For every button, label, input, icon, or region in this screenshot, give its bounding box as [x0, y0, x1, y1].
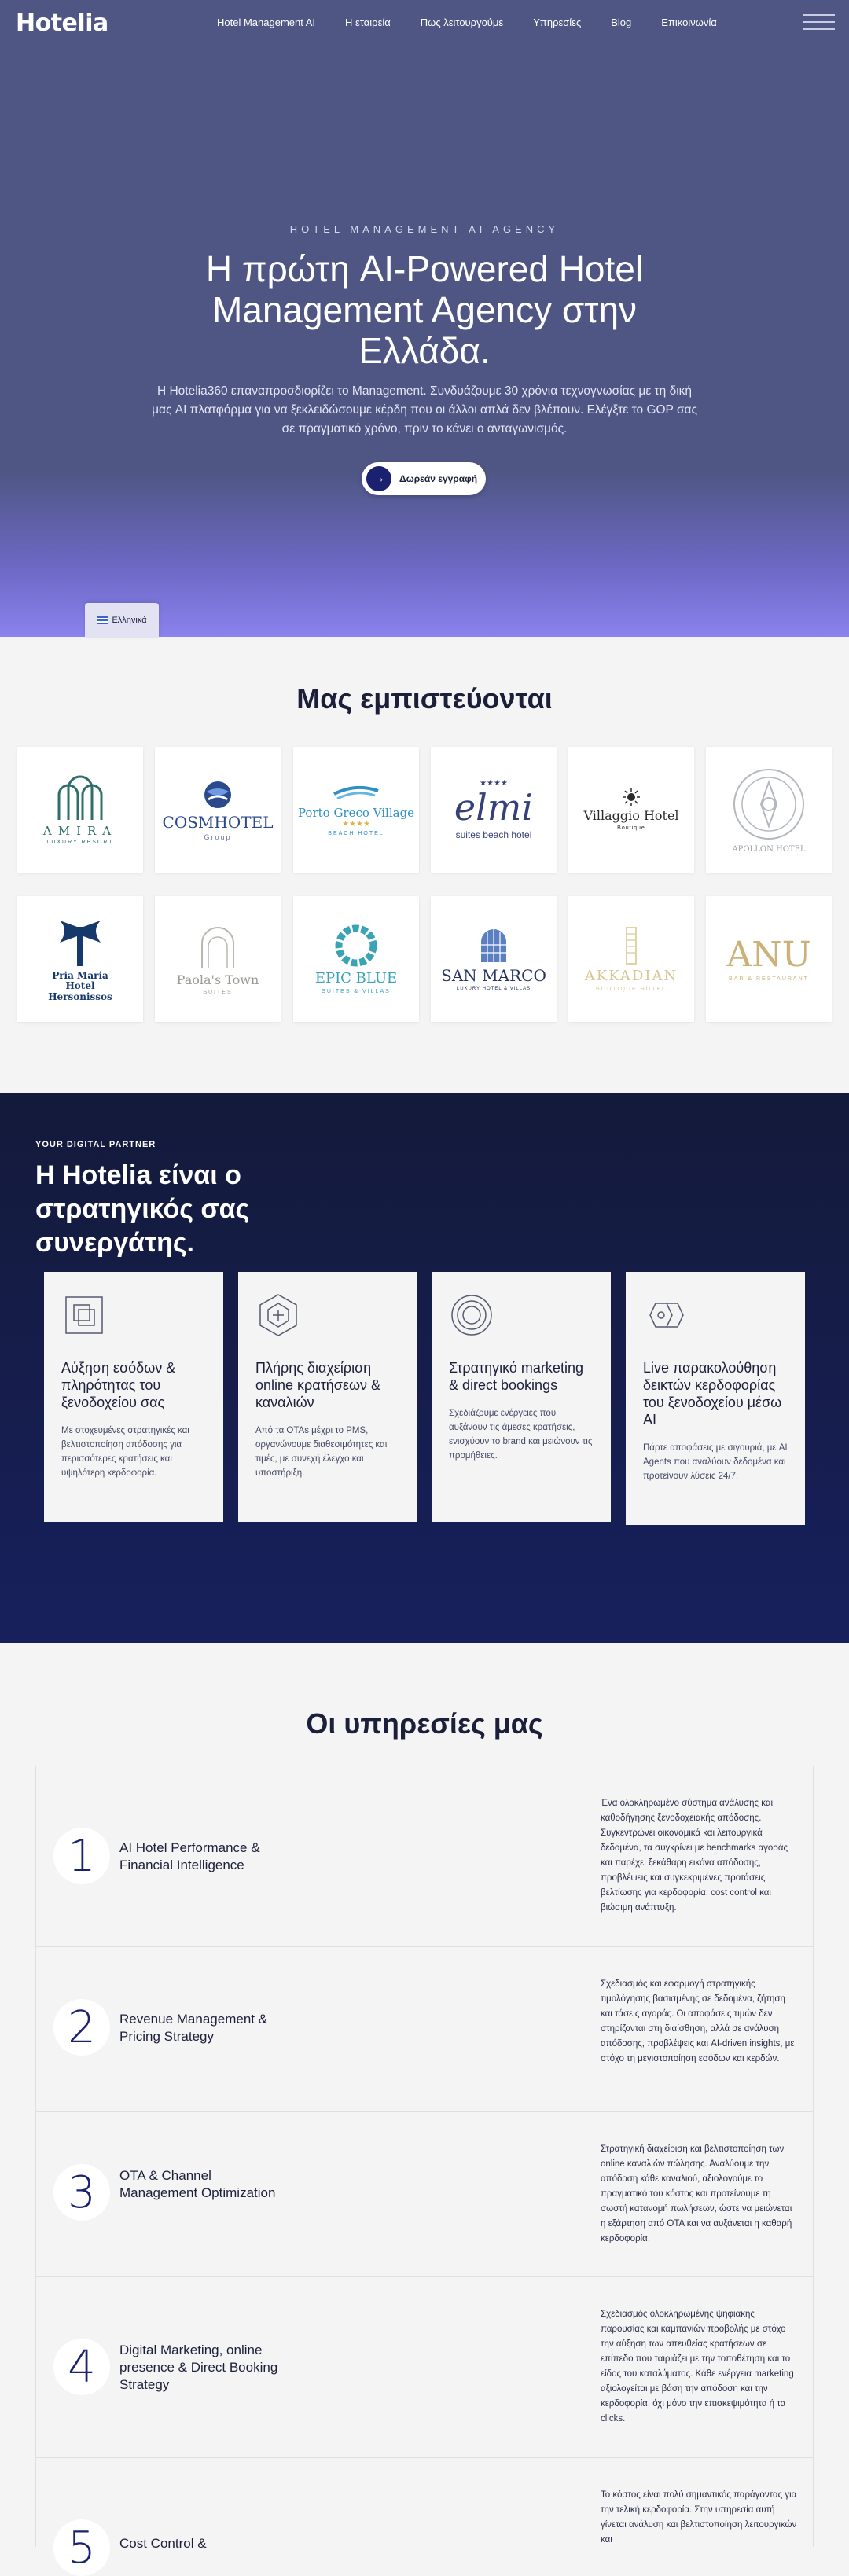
service-description: Στρατηγική διαχείριση και βελτιστοποίηση των online καναλιών πώλησης. Αναλύουμε την απόδοση κάθε καναλιού, αξιολογούμε το πραγματικό του κόστος και προτείνουμε τη σωστή κατανομή πωλήσεων, ώστε να μειώνεται η εξάρτηση από OTA και να αυξάνεται η καθαρή κερδοφορία. — [601, 2144, 792, 2243]
logo-name: ANU — [726, 934, 811, 975]
logo-name: Villaggio Hotel — [583, 808, 679, 824]
hero-title: Η πρώτη AI-Powered Hotel Management Agency στην Ελλάδα. — [205, 248, 644, 371]
language-switcher[interactable] — [85, 603, 159, 638]
service-row-ai-performance[interactable] — [35, 1766, 814, 1946]
hero-section — [0, 46, 849, 637]
logo-name: Paola's Town — [176, 972, 259, 988]
concentric-circles-icon — [449, 1292, 494, 1338]
service-description: Το κόστος είναι πολύ σημαντικός παράγοντας για την τελική κερδοφορία. Στην υπηρεσία αυτή γίνεται ανάλυση και βελτιστοποίηση λειτουργικών και — [601, 2490, 797, 2545]
service-row-digital-marketing[interactable] — [35, 2277, 814, 2457]
service-number: 5 — [53, 2519, 110, 2576]
service-name: OTA & Channel Management Optimization — [119, 2168, 276, 2200]
hero-subtitle: Η Hotelia360 επαναπροσδιορίζει το Management. Συνδυάζουμε 30 χρόνια τεχνογνωσίας με τη δική μας AI πλατφόρμα για να ξεκλειδώσουμε κέρδη που οι άλλοι απλά δεν βλέπουν. Ελέγξτε το GOP σας σε πραγματικό χρόνο, πριν το κάνει ο ανταγωνισμός. — [152, 384, 697, 435]
service-name: Cost Control & — [119, 2536, 207, 2551]
service-name: Digital Marketing, online presence & Direct Booking Strategy — [119, 2343, 278, 2392]
trust-title: Μας εμπιστεύονται — [296, 682, 553, 715]
service-row-revenue-management[interactable] — [35, 1946, 814, 2111]
client-logo-paolas-town — [155, 896, 281, 1022]
amira-arches-icon — [53, 774, 108, 821]
cosmhotel-globe-icon — [202, 779, 233, 810]
feature-text: Με στοχευμένες στρατηγικές και βελτιστοποίηση απόδοσης για περισσότερες κρατήσεις και υψηλότερη κερδοφορία. — [61, 1426, 189, 1478]
service-number: 2 — [53, 1999, 110, 2056]
feature-card-marketing — [432, 1272, 611, 1522]
logo-name: SAN MARCO — [441, 965, 546, 985]
client-logo-villaggio — [568, 747, 694, 873]
client-logo-san-marco — [431, 896, 557, 1022]
logo-name: elmi — [454, 785, 534, 829]
logo-name: Pria Maria Hotel Hersonissos — [48, 970, 112, 1002]
logo-name: AMIRA — [42, 823, 118, 838]
apollon-emblem-icon — [731, 766, 807, 842]
logo-tag: SUITES & VILLAS — [322, 988, 391, 994]
porto-greco-waves-icon — [333, 783, 380, 803]
service-number: 3 — [53, 2164, 110, 2221]
service-number: 1 — [53, 1828, 110, 1884]
nav-link-how-we-work[interactable]: Πως λειτουργούμε — [420, 17, 504, 28]
client-logo-elmi — [431, 747, 557, 873]
logo-tag: BAR & RESTAURANT — [729, 976, 809, 983]
nav-link-services[interactable]: Υπηρεσίες — [533, 17, 582, 28]
cta-label: Δωρεάν εγγραφή — [399, 473, 478, 484]
villaggio-sun-icon — [623, 788, 640, 806]
logo-tag: BOUTIQUE HOTEL — [596, 986, 667, 992]
service-name: Revenue Management & Pricing Strategy — [119, 2012, 268, 2044]
nav-link-blog[interactable]: Blog — [611, 17, 632, 28]
top-navigation-bar — [0, 0, 849, 46]
service-number: 4 — [53, 2339, 110, 2395]
feature-title: Αύξηση εσόδων & πληρότητας του ξενοδοχείου σας — [61, 1360, 176, 1410]
logo-tag: LUXURY HOTEL & VILLAS — [456, 986, 531, 991]
akkadian-column-icon — [622, 926, 641, 965]
logo-name: Porto Greco Village — [297, 806, 415, 821]
client-logo-akkadian — [568, 896, 694, 1022]
services-title: Οι υπηρεσίες μας — [306, 1707, 543, 1740]
logo-tag: LUXURY RESORT — [46, 840, 114, 846]
language-label: Ελληνικά — [112, 616, 147, 625]
feature-text: Σχεδιάζουμε ενέργειες που αυξάνουν τις άμεσες κρατήσεις, ενισχύουν το brand και μειώνουν τις προμήθειες. — [449, 1409, 593, 1461]
feature-card-ai-monitoring — [626, 1272, 805, 1525]
partner-eyebrow: YOUR DIGITAL PARTNER — [35, 1140, 156, 1149]
client-logo-cosmhotel — [155, 747, 281, 873]
logo-tag: Boutique — [617, 825, 645, 831]
service-description: Σχεδιασμός και εφαρμογή στρατηγικής τιμολόγησης βασισμένης σε δεδομένα, ζήτηση και τάσεις αγοράς. Οι αποφάσεις τιμών δεν στηρίζονται στη διαίσθηση, αλλά σε ανάλυση απόδοσης, προβλέψεις και AI-driven insights, με στόχο τη μεγιστοποίηση εσόδων και κερδών. — [601, 1979, 795, 2063]
logo-tag: suites beach hotel — [455, 829, 532, 841]
digital-partner-section — [0, 1093, 849, 1643]
logo-name: AKKADIAN — [584, 968, 678, 985]
logo-name: APOLLON HOTEL — [732, 844, 806, 854]
feature-text: Από τα OTAs μέχρι το PMS, οργανώνουμε διαθεσιμότητες και τιμές, με συνεχή έλεγχο και υποστήριξη. — [255, 1426, 388, 1478]
stars-icon: ★★★★ — [480, 778, 508, 788]
client-logo-amira — [17, 747, 143, 873]
nav-link-company[interactable]: Η εταιρεία — [345, 17, 391, 28]
logo-tag: BEACH HOTEL — [328, 830, 384, 836]
logo-tag: Group — [204, 832, 232, 841]
feature-text: Πάρτε αποφάσεις με σιγουριά, με AI Agents που αναλύουν δεδομένα και προτείνουν λύσεις 24/7. — [643, 1443, 788, 1481]
service-description: Ένα ολοκληρωμένο σύστημα ανάλυσης και καθοδήγησης ξενοδοχειακής απόδοσης. Συγκεντρώνει οικονομικά και λειτουργικά δεδομένα, τα συγκρίνει με benchmarks αγοράς και παρέχει ξεκάθαρη εικόνα απόδοσης, προβλέψεις και συγκεκριμένες προτάσεις βελτίωσης για κερδοφορία, cost control και βιώσιμη ανάπτυξη. — [601, 1799, 788, 1913]
service-name: AI Hotel Performance & Financial Intelligence — [119, 1840, 260, 1872]
feature-title: Στρατηγικό marketing & direct bookings — [449, 1360, 583, 1393]
greek-flag-icon — [97, 616, 108, 624]
san-marco-window-icon — [478, 928, 509, 964]
hotelia-logo[interactable]: Hotelia — [16, 9, 108, 37]
layers-icon — [61, 1292, 107, 1338]
service-description: Σχεδιασμός ολοκληρωμένης ψηφιακής παρουσίας και καμπανιών προβολής με στόχο την αύξηση των απευθείας κρατήσεων σε επίπεδο που ταιριάζει με την τοποθέτηση και το είδος του καταλύματος. Κάθε ενέργεια marketing αξιολογείται με βάση την απόδοση και την κερδοφορία, όχι μόνο την επισκεψιμότητα ή τα clicks. — [601, 2310, 794, 2423]
hexagon-target-icon — [255, 1292, 301, 1338]
logo-tag: SUITES — [203, 989, 233, 995]
service-row-ota-channel[interactable] — [35, 2111, 814, 2277]
client-logo-epic-blue — [293, 896, 419, 1022]
partner-title: Η Hotelia είναι ο στρατηγικός σας συνεργάτης. — [35, 1160, 250, 1258]
feature-title: Πλήρης διαχείριση online κρατήσεων & καναλιών — [255, 1360, 381, 1410]
client-logo-apollon — [706, 747, 832, 873]
logo-name: EPIC BLUE — [314, 970, 398, 987]
client-logo-pria-maria — [17, 896, 143, 1022]
logo-name: COSMHOTEL — [162, 812, 274, 832]
hamburger-menu-icon[interactable] — [803, 14, 835, 31]
feature-card-bookings — [238, 1272, 417, 1522]
stars-icon: ★★★★ — [342, 819, 370, 829]
hero-eyebrow: HOTEL MANAGEMENT AI AGENCY — [289, 223, 560, 235]
client-logo-porto-greco — [293, 747, 419, 873]
feature-card-revenue — [44, 1272, 223, 1522]
arrow-right-icon: → — [366, 466, 391, 491]
client-logo-anu — [706, 896, 832, 1022]
paolas-town-arch-icon — [197, 923, 238, 970]
free-signup-button[interactable] — [362, 462, 486, 495]
feature-title: Live παρακολούθηση δεικτών κερδοφορίας του ξενοδοχείου μέσω AI — [643, 1360, 782, 1428]
main-nav — [217, 17, 747, 28]
service-row-cost-control[interactable] — [35, 2457, 814, 2574]
nav-link-contact[interactable]: Επικοινωνία — [661, 17, 717, 28]
hexagon-pair-icon — [643, 1292, 689, 1338]
nav-link-hotel-management-ai[interactable]: Hotel Management AI — [217, 17, 316, 28]
pria-maria-axe-icon — [57, 916, 104, 968]
epic-blue-wreath-icon — [334, 924, 378, 968]
